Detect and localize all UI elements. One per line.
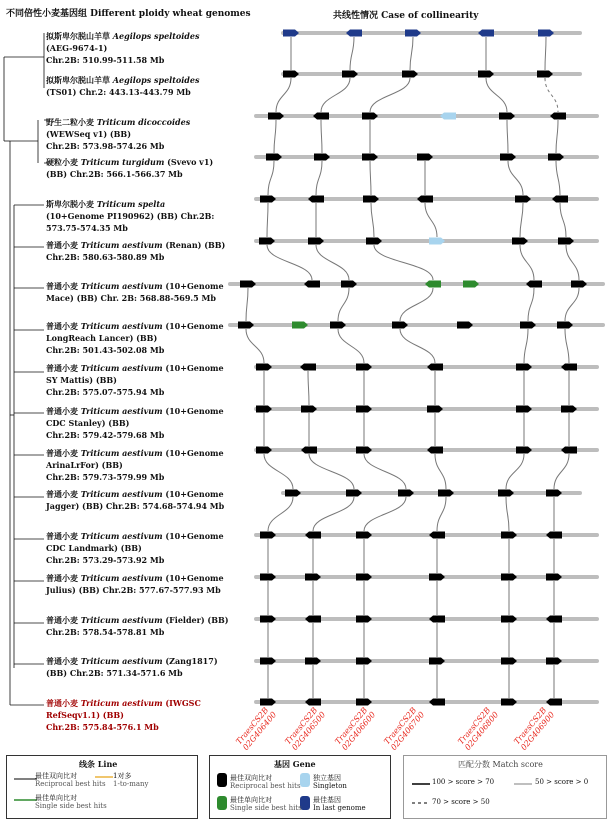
collinearity-link	[313, 497, 354, 531]
gene-arrow-icon	[546, 532, 562, 539]
genome-prefix: 普通小麦	[46, 448, 81, 458]
genome-detail: (AEG-9674-1) Chr.2B: 510.99-511.58 Mb	[46, 43, 165, 65]
gene-arrow-icon	[330, 322, 346, 329]
gene-arrow-icon	[429, 238, 445, 245]
genome-prefix: 普通小麦	[46, 406, 81, 416]
legend-line-one-to-many: 1对多 1-to-many	[113, 772, 149, 788]
collinearity-link	[321, 120, 322, 153]
genome-name-5	[46, 198, 246, 234]
collinearity-link	[437, 497, 446, 531]
genome-prefix: 普通小麦	[46, 656, 81, 666]
collinearity-link	[309, 454, 354, 489]
gene-arrow-icon	[438, 490, 454, 497]
legend-score-low: 50 > score > 0	[535, 778, 589, 786]
collinearity-link	[506, 454, 524, 489]
gene-arrow-icon	[501, 532, 517, 539]
collinearity-link	[246, 288, 248, 321]
gene-label-6: TraesCS2B 02G406900	[512, 705, 557, 752]
legend-score-title: 匹配分数 Match score	[458, 760, 543, 769]
collinearity-link	[560, 203, 566, 237]
gene-arrow-icon	[356, 658, 372, 665]
gene-arrow-icon	[300, 364, 316, 371]
legend-line-reciprocal: 最佳双向比对 Reciprocal best hits	[35, 772, 106, 788]
gene-arrow-icon	[516, 447, 532, 454]
collinearity-link	[508, 161, 523, 195]
collinearity-link	[321, 78, 350, 112]
gene-arrow-icon	[499, 113, 515, 120]
legend-gene-in-last: 最佳基因 In last genome	[313, 796, 366, 812]
gene-arrow-icon	[429, 699, 445, 706]
genome-detail: (10+Genome Mace) (BB) Chr. 2B: 568.88-569.5 Mb	[46, 281, 224, 303]
gene-arrow-icon	[417, 154, 433, 161]
collinearity-link	[400, 288, 433, 321]
gene-arrow-icon	[305, 616, 321, 623]
legend-line	[6, 755, 198, 819]
genome-prefix: 野生二粒小麦	[46, 117, 97, 127]
legend-line-single: 最佳单向比对 Single side best hits	[35, 794, 107, 810]
genome-detail: (Zang1817) (BB) Chr.2B: 571.34-571.6 Mb	[46, 656, 218, 678]
gene-arrow-icon	[516, 364, 532, 371]
collinearity-link	[400, 329, 435, 363]
gene-arrow-icon	[546, 574, 562, 581]
genome-prefix: 普通小麦	[46, 698, 81, 708]
collinearity-link	[274, 120, 276, 153]
gene-arrow-icon	[260, 699, 276, 706]
genome-name-7	[46, 280, 246, 304]
gene-arrow-icon	[356, 364, 372, 371]
gene-arrow-icon	[501, 616, 517, 623]
legend-gene	[209, 755, 391, 819]
genome-species: Triticum turgidum	[80, 157, 165, 167]
collinearity-link	[370, 161, 371, 195]
legend-score-mid: 70 > score > 50	[432, 798, 490, 806]
left-title: 不同倍性小麦基因组 Different ploidy wheat genomes	[6, 9, 251, 19]
genome-detail: (10+Genome PI190962) (BB) Chr.2B: 573.75-574.35 Mb	[46, 211, 215, 233]
gene-arrow-icon	[260, 574, 276, 581]
gene-arrow-icon	[558, 238, 574, 245]
genome-species: Triticum aestivum	[80, 531, 163, 541]
collinearity-link	[520, 203, 523, 237]
collinearity-link	[435, 454, 446, 489]
genome-prefix: 普通小麦	[46, 240, 81, 250]
genome-species: Triticum aestivum	[80, 363, 163, 373]
collinearity-link	[506, 497, 509, 531]
collinearity-link	[556, 120, 558, 153]
gene-label-2: TraesCS2B 02G406500	[283, 705, 328, 752]
collinearity-link	[316, 245, 349, 280]
gene-arrow-icon	[301, 406, 317, 413]
gene-arrow-icon	[268, 113, 284, 120]
gene-arrow-icon	[463, 281, 479, 288]
genome-detail: (10+Genome CDC Stanley) (BB) Chr.2B: 579.42-579.68 Mb	[46, 406, 224, 440]
gene-arrow-icon	[500, 154, 516, 161]
gene-arrow-icon	[429, 574, 445, 581]
genome-detail: (10+Genome ArinaLrFor) (BB) Chr.2B: 579.73-579.99 Mb	[46, 448, 224, 482]
genome-species: Triticum aestivum	[80, 656, 163, 666]
gene-arrow-icon	[526, 281, 542, 288]
legend-gene-single: 最佳单向比对 Single side best hits	[230, 796, 302, 812]
genome-species: Aegilops speltoides	[112, 75, 200, 85]
legend-gene-reciprocal: 最佳双向比对 Reciprocal best hits	[230, 774, 301, 790]
gene-arrow-icon	[266, 154, 282, 161]
collinearity-link	[545, 78, 558, 112]
gene-arrow-icon	[402, 71, 418, 78]
genome-name-10	[46, 405, 246, 441]
genome-prefix: 普通小麦	[46, 281, 81, 291]
gene-arrow-icon	[501, 699, 517, 706]
genome-name-4	[46, 156, 246, 180]
legend-score-swatches	[404, 756, 606, 818]
genome-detail: (10+Genome LongReach Lancer) (BB) Chr.2B: 501.43-502.08 Mb	[46, 321, 224, 355]
genome-detail: (10+Genome Julius) (BB) Chr.2B: 577.67-577.93 Mb	[46, 573, 224, 595]
gene-arrow-icon	[405, 30, 421, 37]
genome-species: Triticum aestivum	[80, 698, 163, 708]
gene-arrow-icon	[260, 658, 276, 665]
gene-arrow-icon	[478, 30, 494, 37]
genome-name-1	[46, 30, 246, 66]
collinearity-link	[374, 245, 433, 280]
gene-arrow-icon	[515, 196, 531, 203]
genome-prefix: 拟斯卑尔脱山羊草	[46, 31, 113, 41]
collinearity-link	[267, 203, 268, 237]
gene-arrow-icon	[561, 447, 577, 454]
collinearity-link	[264, 454, 293, 489]
gene-arrow-icon	[260, 196, 276, 203]
genome-name-16	[46, 655, 246, 679]
collinearity-link	[308, 371, 309, 405]
collinearity-link	[565, 329, 569, 363]
collinearity-link	[425, 203, 437, 237]
gene-arrow-icon	[440, 113, 456, 120]
gene-arrow-icon	[356, 574, 372, 581]
collinearity-link	[565, 288, 579, 321]
gene-arrow-icon	[362, 113, 378, 120]
gene-arrow-icon	[304, 281, 320, 288]
genome-species: Triticum aestivum	[80, 406, 163, 416]
gene-arrow-icon	[256, 447, 272, 454]
collinearity-link	[364, 454, 406, 489]
genome-species: Triticum aestivum	[80, 240, 163, 250]
gene-arrow-icon	[417, 196, 433, 203]
gene-arrow-icon	[512, 238, 528, 245]
right-title: 共线性情况 Case of collinearity	[333, 11, 479, 21]
gene-arrow-icon	[516, 406, 532, 413]
gene-arrow-icon	[356, 447, 372, 454]
gene-arrow-icon	[260, 532, 276, 539]
gene-arrow-icon	[314, 154, 330, 161]
gene-arrow-icon	[398, 490, 414, 497]
collinearity-link	[276, 78, 291, 112]
collinearity-link	[528, 288, 534, 321]
genome-prefix: 普通小麦	[46, 573, 81, 583]
collinearity-link	[545, 37, 546, 70]
gene-arrow-icon	[292, 322, 308, 329]
genome-name-11	[46, 447, 246, 483]
genome-name-2	[46, 74, 246, 98]
gene-arrow-icon	[561, 406, 577, 413]
gene-arrow-icon	[571, 281, 587, 288]
gene-arrow-icon	[429, 658, 445, 665]
genome-detail: (Fielder) (BB) Chr.2B: 578.54-578.81 Mb	[46, 615, 229, 637]
gene-arrow-icon	[478, 71, 494, 78]
collinearity-link	[267, 245, 312, 280]
gene-label-4: TraesCS2B 02G406700	[382, 705, 427, 752]
genome-species: Triticum aestivum	[80, 573, 163, 583]
collinearity-link	[556, 161, 560, 195]
gene-arrow-icon	[427, 406, 443, 413]
gene-arrow-icon	[356, 406, 372, 413]
genome-prefix: 硬粒小麦	[46, 157, 81, 167]
gene-label-1: TraesCS2B 02G406400	[234, 705, 279, 752]
gene-arrow-icon	[425, 281, 441, 288]
genome-detail: (10+Genome CDC Landmark) (BB) Chr.2B: 573.29-573.92 Mb	[46, 531, 224, 565]
genome-name-13	[46, 530, 246, 566]
genome-detail: (10+Genome Jagger) (BB) Chr.2B: 574.68-574.94 Mb	[46, 489, 225, 511]
gene-arrow-icon	[285, 490, 301, 497]
gene-arrow-icon	[457, 322, 473, 329]
collinearity-link	[410, 37, 413, 70]
gene-arrow-icon	[260, 616, 276, 623]
collinearity-link	[554, 454, 569, 489]
collinearity-link	[268, 161, 274, 195]
genome-detail: (TS01) Chr.2: 443.13-443.79 Mb	[46, 87, 191, 97]
gene-arrow-icon	[392, 322, 408, 329]
gene-label-5: TraesCS2B 02G406800	[456, 705, 501, 752]
genome-name-12	[46, 488, 246, 512]
gene-arrow-icon	[346, 490, 362, 497]
genome-detail: (WEWSeq v1) (BB) Chr.2B: 573.98-574.26 Mb	[46, 129, 165, 151]
gene-arrow-icon	[550, 113, 566, 120]
genome-prefix: 普通小麦	[46, 321, 81, 331]
collinearity-link	[364, 497, 406, 531]
collinearity-link	[486, 78, 507, 112]
collinearity-link	[507, 120, 508, 153]
genome-prefix: 普通小麦	[46, 489, 81, 499]
collinearity-link	[524, 329, 528, 363]
genome-species: Triticum spelta	[96, 199, 166, 209]
gene-label-3: TraesCS2B 02G406600	[333, 705, 378, 752]
gene-arrow-icon	[342, 71, 358, 78]
genome-species: Triticum dicoccoides	[96, 117, 191, 127]
genome-species: Triticum aestivum	[80, 281, 163, 291]
legend-score	[403, 755, 607, 819]
collinearity-link	[268, 497, 293, 531]
gene-arrow-icon	[429, 616, 445, 623]
gene-arrow-icon	[546, 616, 562, 623]
collinearity-link	[370, 78, 410, 112]
genome-prefix: 拟斯卑尔脱山羊草	[46, 75, 113, 85]
genome-species: Triticum aestivum	[80, 321, 163, 331]
gene-arrow-icon	[313, 113, 329, 120]
gene-arrow-icon	[501, 574, 517, 581]
collinearity-link	[338, 329, 364, 363]
gene-arrow-icon	[548, 154, 564, 161]
gene-arrow-icon	[429, 532, 445, 539]
genome-detail: (IWGSC RefSeqv1.1) (BB) Chr.2B: 575.84-576.1 Mb	[46, 698, 201, 732]
genome-species: Triticum aestivum	[80, 489, 163, 499]
genome-prefix: 普通小麦	[46, 615, 81, 625]
gene-arrow-icon	[283, 30, 299, 37]
genome-prefix: 普通小麦	[46, 363, 81, 373]
genome-prefix: 普通小麦	[46, 531, 81, 541]
genome-name-3	[46, 116, 246, 152]
gene-arrow-icon	[356, 532, 372, 539]
gene-arrow-icon	[308, 196, 324, 203]
gene-arrow-icon	[356, 616, 372, 623]
gene-arrow-icon	[537, 71, 553, 78]
gene-arrow-icon	[259, 238, 275, 245]
gene-arrow-icon	[557, 322, 573, 329]
gene-arrow-icon	[427, 447, 443, 454]
gene-arrow-icon	[308, 238, 324, 245]
legend-gene-title: 基因 Gene	[274, 759, 316, 769]
genome-species: Triticum aestivum	[80, 448, 163, 458]
genome-name-15	[46, 614, 246, 638]
genome-species: Triticum aestivum	[80, 615, 163, 625]
gene-arrow-icon	[552, 196, 568, 203]
gene-arrow-icon	[256, 364, 272, 371]
gene-arrow-icon	[256, 406, 272, 413]
legend-score-high: 100 > score > 70	[432, 778, 495, 786]
gene-arrow-icon	[346, 30, 362, 37]
gene-arrow-icon	[498, 490, 514, 497]
gene-arrow-icon	[366, 238, 382, 245]
genome-name-6	[46, 239, 246, 263]
gene-arrow-icon	[427, 364, 443, 371]
collinearity-link	[520, 245, 534, 280]
genome-name-8	[46, 320, 246, 356]
genome-species: Aegilops speltoides	[112, 31, 200, 41]
gene-arrow-icon	[520, 322, 536, 329]
gene-arrow-icon	[501, 658, 517, 665]
genome-detail: (10+Genome SY Mattis) (BB) Chr.2B: 575.07-575.94 Mb	[46, 363, 224, 397]
gene-arrow-icon	[546, 490, 562, 497]
legend-line-title: 线条 Line	[79, 759, 118, 769]
gene-arrow-icon	[301, 447, 317, 454]
gene-arrow-icon	[538, 30, 554, 37]
genome-name-9	[46, 362, 246, 398]
gene-arrow-icon	[305, 574, 321, 581]
collinearity-link	[338, 288, 349, 321]
gene-arrow-icon	[362, 154, 378, 161]
gene-arrow-icon	[341, 281, 357, 288]
gene-arrow-icon	[363, 196, 379, 203]
collinearity-link	[566, 245, 579, 280]
collinearity-link	[246, 329, 264, 363]
gene-arrow-icon	[546, 699, 562, 706]
gene-arrow-icon	[305, 532, 321, 539]
genome-name-14	[46, 572, 246, 596]
collinearity-link	[316, 161, 322, 195]
gene-arrow-icon	[561, 364, 577, 371]
gene-arrow-icon	[546, 658, 562, 665]
gene-arrow-icon	[305, 658, 321, 665]
collinearity-link	[350, 37, 354, 70]
genome-prefix: 斯卑尔脱小麦	[46, 199, 97, 209]
legend-gene-singleton: 独立基因 Singleton	[313, 774, 347, 790]
genome-detail: (Renan) (BB) Chr.2B: 580.63-580.89 Mb	[46, 240, 226, 262]
genome-name-17	[46, 697, 246, 733]
genome-detail: (Svevo v1) (BB) Chr.2B: 566.1-566.37 Mb	[46, 157, 214, 179]
collinearity-link	[371, 203, 374, 237]
gene-arrow-icon	[283, 71, 299, 78]
